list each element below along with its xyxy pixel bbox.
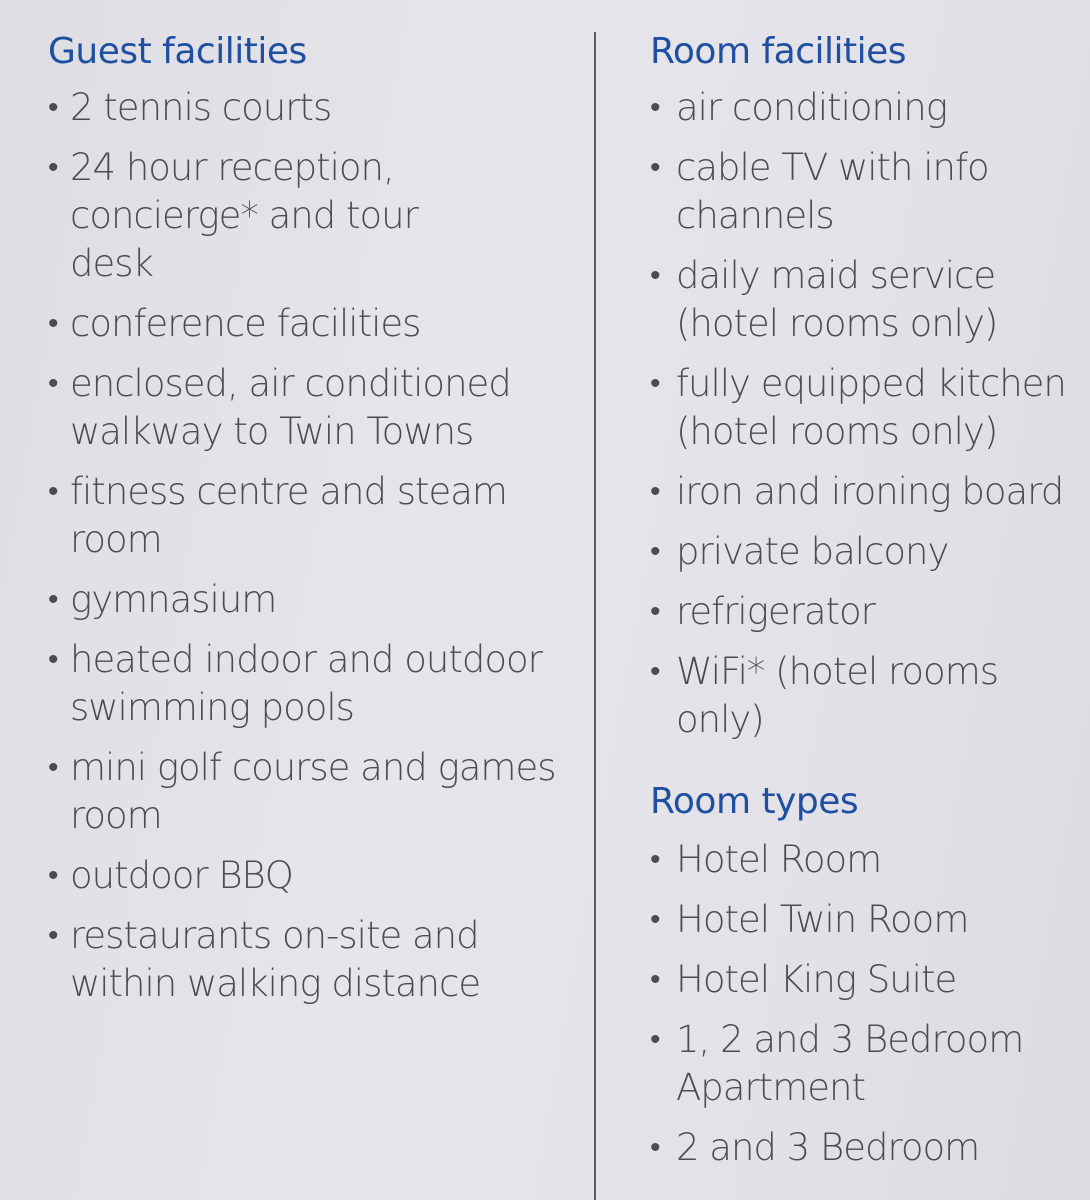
list-item-text: outdoor BBQ: [70, 854, 293, 897]
bullet-icon: •: [650, 962, 660, 997]
bullet-icon: •: [650, 474, 660, 509]
list-item-text: private balcony: [676, 530, 949, 573]
bullet-icon: •: [650, 534, 660, 569]
bullet-icon: •: [650, 90, 660, 125]
bullet-icon: •: [48, 582, 58, 617]
list-item: [650, 648, 1080, 744]
list-item: [650, 896, 1080, 944]
list-item: [650, 836, 1080, 884]
bullet-icon: •: [650, 366, 660, 401]
list-item-text: fully equipped kitchen (hotel rooms only): [676, 362, 1066, 453]
list-item: [650, 956, 1080, 1004]
bullet-icon: •: [650, 150, 660, 185]
bullet-icon: •: [48, 918, 58, 953]
bullet-icon: •: [48, 366, 58, 401]
bullet-icon: •: [650, 258, 660, 293]
bullet-icon: •: [650, 1022, 660, 1057]
list-item: [48, 144, 490, 288]
list-item: [650, 144, 1006, 240]
list-item: [650, 252, 1080, 348]
room-types-list: [650, 836, 1080, 1172]
list-item-text: 24 hour reception, concierge* and tour desk: [70, 146, 418, 285]
list-item: [48, 912, 590, 1008]
bullet-icon: •: [48, 150, 58, 185]
room-types-heading: Room types: [650, 781, 859, 822]
list-item-text: iron and ironing board: [676, 470, 1064, 513]
list-item: [48, 360, 520, 456]
guest-facilities-column: [48, 0, 568, 1020]
list-item-text: 1, 2 and 3 Bedroom Apartment: [676, 1018, 1024, 1109]
bullet-icon: •: [48, 90, 58, 125]
list-item: [650, 360, 1080, 456]
bullet-icon: •: [48, 750, 58, 785]
list-item: [650, 588, 1080, 636]
list-item-text: restaurants on-site and within walking distance: [70, 914, 481, 1005]
list-item: [650, 528, 1080, 576]
list-item-text: fitness centre and steam room: [70, 470, 507, 561]
list-item: [48, 300, 568, 348]
bullet-icon: •: [48, 642, 58, 677]
bullet-icon: •: [48, 858, 58, 893]
list-item-text: heated indoor and outdoor swimming pools: [70, 638, 542, 729]
guest-facilities-list: [48, 84, 568, 1008]
list-item-text: enclosed, air conditioned walkway to Twin Towns: [70, 362, 511, 453]
list-item: [48, 84, 568, 132]
list-item: [48, 852, 568, 900]
list-item-text: 2 tennis courts: [70, 86, 332, 129]
list-item: [48, 636, 550, 732]
bullet-icon: •: [48, 474, 58, 509]
list-item-text: gymnasium: [70, 578, 277, 621]
room-facilities-heading: Room facilities: [650, 31, 907, 72]
list-item: [650, 468, 1080, 516]
list-item-text: air conditioning: [676, 86, 947, 129]
list-item: [650, 84, 1080, 132]
list-item: [650, 1016, 1056, 1112]
list-item-text: cable TV with info channels: [676, 146, 989, 237]
column-divider: [594, 32, 596, 1200]
bullet-icon: •: [650, 842, 660, 877]
guest-facilities-heading: Guest facilities: [48, 31, 307, 72]
list-item-text: Hotel King Suite: [676, 958, 957, 1001]
room-column: [650, 0, 1080, 1184]
bullet-icon: •: [650, 654, 660, 689]
list-item: [48, 576, 568, 624]
list-item-text: mini golf course and games room: [70, 746, 556, 837]
list-item: [650, 1124, 1080, 1172]
list-item-text: refrigerator: [676, 590, 875, 633]
list-item-text: Hotel Twin Room: [676, 898, 969, 941]
room-facilities-list: [650, 84, 1080, 744]
list-item-text: Hotel Room: [676, 838, 882, 881]
list-item: [48, 468, 510, 564]
bullet-icon: •: [650, 594, 660, 629]
list-item-text: 2 and 3 Bedroom: [676, 1126, 980, 1169]
list-item: [48, 744, 560, 840]
list-item-text: daily maid service (hotel rooms only): [676, 254, 998, 345]
bullet-icon: •: [650, 902, 660, 937]
bullet-icon: •: [650, 1130, 660, 1165]
bullet-icon: •: [48, 306, 58, 341]
list-item-text: WiFi* (hotel rooms only): [676, 650, 999, 741]
list-item-text: conference facilities: [70, 302, 421, 345]
